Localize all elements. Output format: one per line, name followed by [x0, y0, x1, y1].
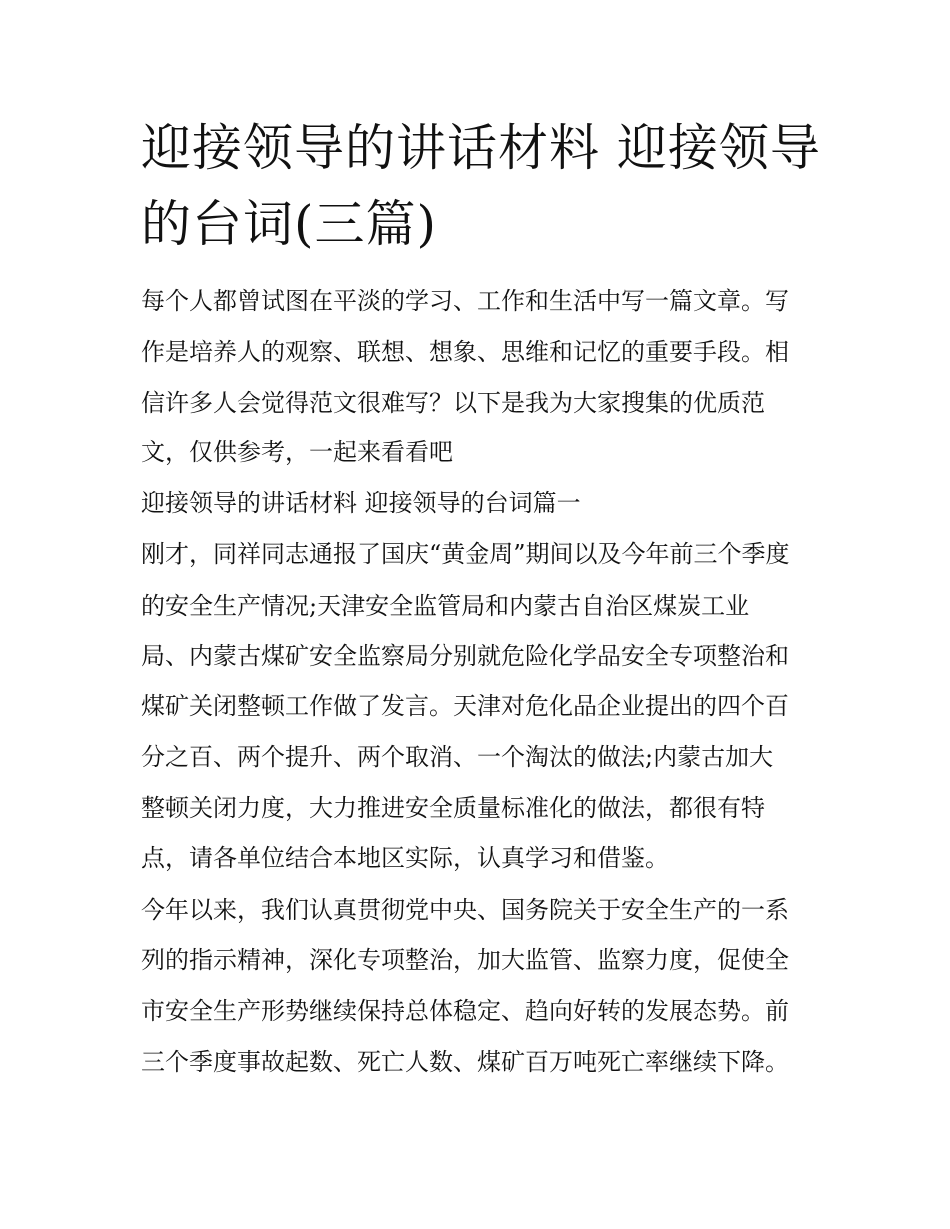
body-line-3: 信许多人会觉得范文很难写？以下是我为大家搜集的优质范	[141, 389, 765, 417]
body-line-2: 作是培养人的观察、联想、想象、思维和记忆的重要手段。相	[141, 338, 789, 366]
body-line-1: 每个人都曾试图在平淡的学习、工作和生活中写一篇文章。写	[141, 287, 789, 315]
body-line-6: 刚才，同祥同志通报了国庆“黄金周”期间以及今年前三个季度	[141, 540, 790, 568]
body-line-15: 市安全生产形势继续保持总体稳定、趋向好转的发展态势。前	[141, 997, 789, 1025]
title-line-1: 迎接领导的讲话材料 迎接领导	[141, 119, 821, 177]
document-title	[141, 110, 821, 262]
body-line-7: 的安全生产情况;天津安全监管局和内蒙古自治区煤炭工业	[141, 592, 750, 620]
section-heading: 迎接领导的讲话材料 迎接领导的台词篇一	[141, 489, 581, 517]
body-line-9: 煤矿关闭整顿工作做了发言。天津对危化品企业提出的四个百	[141, 692, 789, 720]
body-line-13: 今年以来，我们认真贯彻党中央、国务院关于安全生产的一系	[141, 896, 789, 924]
body-line-11: 整顿关闭力度，大力推进安全质量标准化的做法，都很有特	[141, 794, 765, 822]
title-line-2: 的台词(三篇)	[141, 195, 438, 253]
body-line-16: 三个季度事故起数、死亡人数、煤矿百万吨死亡率继续下降。	[141, 1048, 789, 1076]
body-line-8: 局、内蒙古煤矿安全监察局分别就危险化学品安全专项整治和	[141, 642, 789, 670]
body-line-12: 点，请各单位结合本地区实际，认真学习和借鉴。	[141, 844, 669, 872]
body-line-14: 列的指示精神，深化专项整治，加大监管、监察力度，促使全	[141, 946, 789, 974]
body-line-4: 文，仅供参考，一起来看看吧	[141, 438, 453, 466]
body-line-10: 分之百、两个提升、两个取消、一个淘汰的做法;内蒙古加大	[141, 743, 774, 771]
